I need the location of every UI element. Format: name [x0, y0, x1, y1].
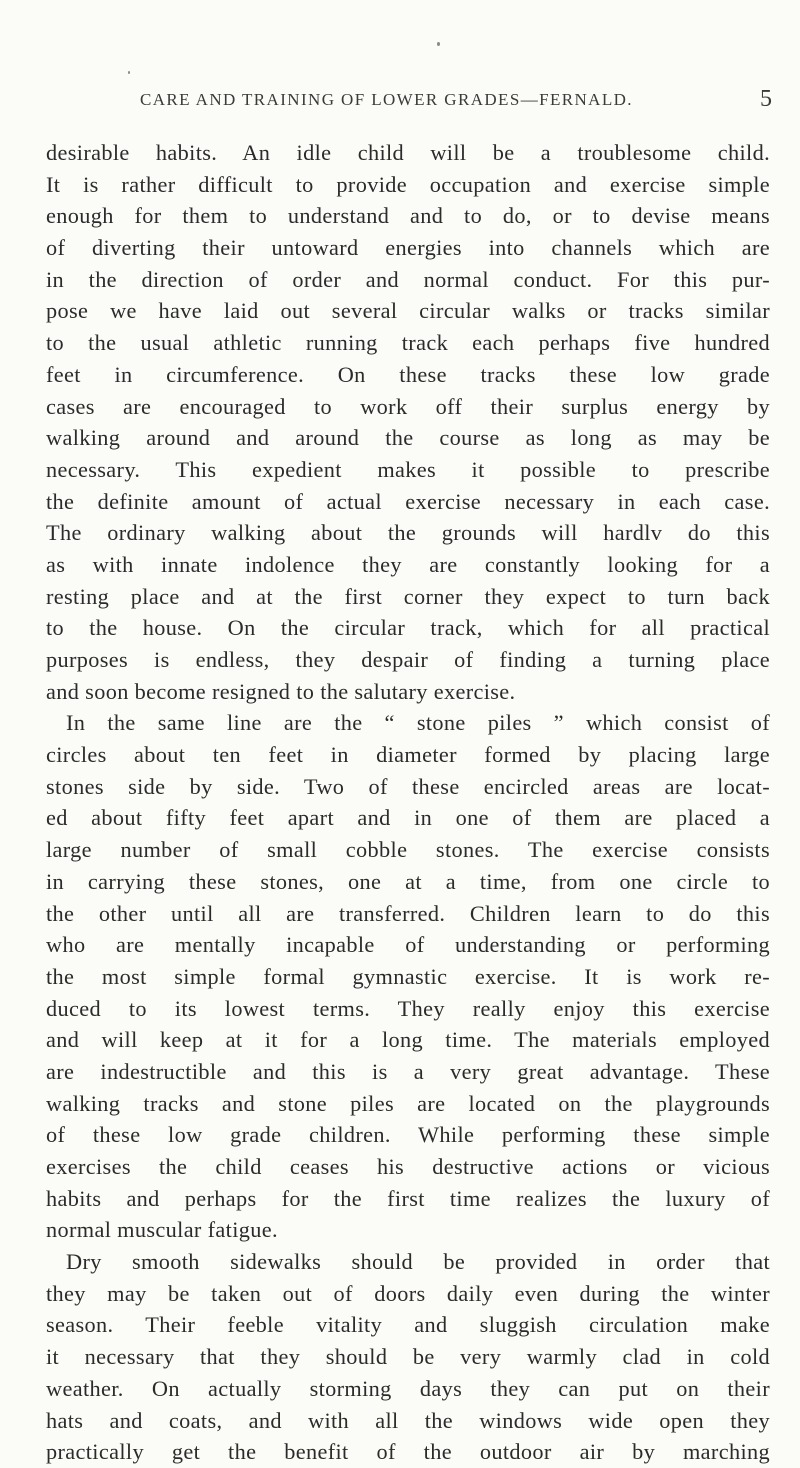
text-line: necessary. This expedient makes it possible to prescribe: [46, 456, 770, 482]
text-line: ed about fifty feet apart and in one of them are placed a: [46, 805, 770, 831]
text-line: desirable habits. An idle child will be a troublesome child.: [46, 140, 770, 165]
text-line: hats and coats, and with all the windows wide open they: [46, 1407, 770, 1433]
page-number: 5: [760, 86, 772, 112]
text-line: it necessary that they should be very warmly clad in cold: [46, 1344, 770, 1370]
text-line: duced to its lowest terms. They really enjoy this exercise: [46, 995, 770, 1021]
text-line: habits and perhaps for the first time realizes the luxury of: [46, 1185, 770, 1211]
text-line: weather. On actually storming days they can put on their: [46, 1375, 770, 1401]
text-line: feet in circumference. On these tracks these low grade: [46, 361, 770, 387]
text-line: as with innate indolence they are constantly looking for a: [46, 551, 770, 577]
text-line: they may be taken out of doors daily even during the winter: [46, 1280, 770, 1306]
text-line: large number of small cobble stones. The exercise consists: [46, 837, 770, 863]
text-line: in carrying these stones, one at a time, from one circle to: [46, 868, 770, 894]
text-line: cases are encouraged to work off their surplus energy by: [46, 393, 770, 419]
paragraph-end-line: normal muscular fatigue.: [46, 1217, 278, 1243]
text-line: season. Their feeble vitality and sluggish circulation make: [46, 1312, 770, 1338]
paragraph-end-line: and soon become resigned to the salutary exercise.: [46, 678, 516, 704]
text-line: of these low grade children. While performing these simple: [46, 1122, 770, 1148]
text-line: walking around and around the course as long as may be: [46, 425, 770, 451]
paragraph-start-line: In the same line are the “ stone piles ” which consist of: [66, 710, 770, 736]
text-line: to the usual athletic running track each perhaps five hundred: [46, 330, 770, 356]
text-line: enough for them to understand and to do, or to devise means: [46, 203, 770, 229]
text-line: exercises the child ceases his destructive actions or vicious: [46, 1154, 770, 1179]
text-line: in the direction of order and normal conduct. For this pur-: [46, 266, 770, 292]
text-line: The ordinary walking about the grounds will hardlv do this: [46, 520, 770, 546]
paragraph-start-line: Dry smooth sidewalks should be provided in order that: [66, 1249, 770, 1275]
text-line: circles about ten feet in diameter formed by placing large: [46, 742, 770, 768]
text-line: practically get the benefit of the outdoor air by marching: [46, 1439, 770, 1465]
text-line: It is rather difficult to provide occupation and exercise simple: [46, 171, 770, 197]
body-text: [46, 137, 770, 1468]
text-line: walking tracks and stone piles are located on the playgrounds: [46, 1090, 770, 1116]
text-line: who are mentally incapable of understanding or performing: [46, 932, 770, 958]
text-line: the other until all are transferred. Children learn to do this: [46, 900, 770, 926]
text-line: resting place and at the first corner they expect to turn back: [46, 583, 770, 609]
text-line: of diverting their untoward energies into channels which are: [46, 235, 770, 261]
text-line: the most simple formal gymnastic exercise. It is work re-: [46, 963, 770, 989]
running-head: CARE AND TRAINING OF LOWER GRADES—FERNALD.: [140, 90, 633, 109]
text-line: the definite amount of actual exercise necessary in each case.: [46, 488, 770, 514]
text-line: purposes is endless, they despair of finding a turning place: [46, 647, 770, 672]
text-line: to the house. On the circular track, which for all practical: [46, 615, 770, 641]
print-speck: [437, 42, 440, 46]
text-line: stones side by side. Two of these encircled areas are locat-: [46, 773, 770, 799]
text-line: pose we have laid out several circular walks or tracks similar: [46, 298, 770, 324]
print-speck: [128, 71, 130, 74]
text-line: are indestructible and this is a very great advantage. These: [46, 1058, 770, 1084]
text-line: and will keep at it for a long time. The materials employed: [46, 1027, 770, 1053]
